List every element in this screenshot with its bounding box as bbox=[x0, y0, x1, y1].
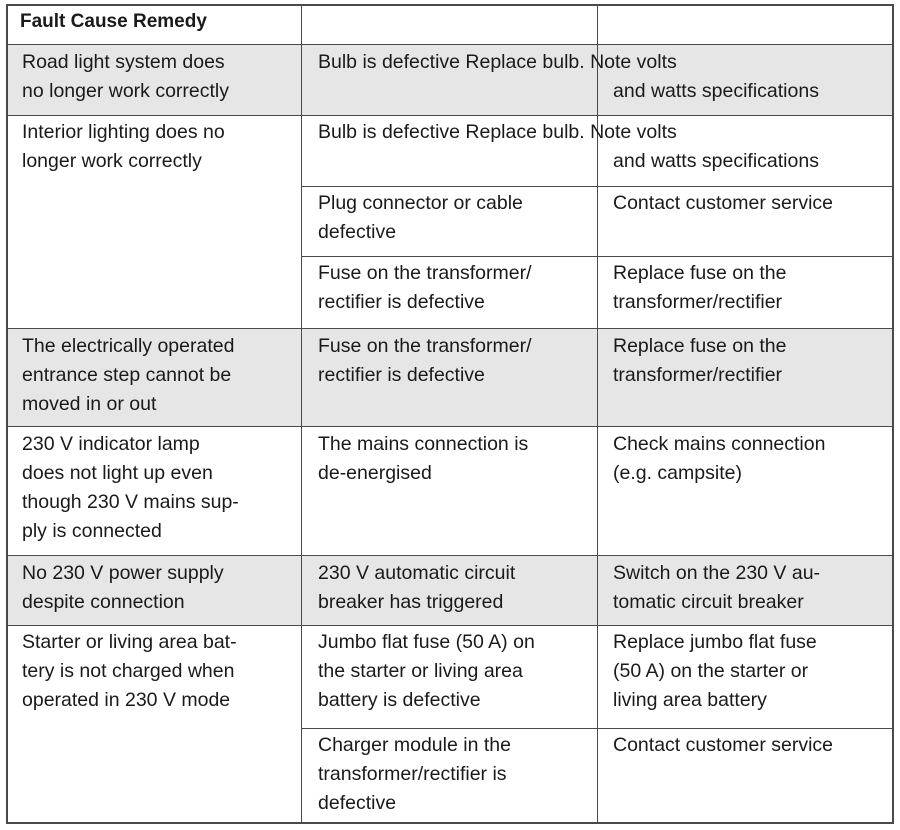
table-header: Fault Cause Remedy bbox=[20, 11, 207, 32]
cell-remedy-line: tomatic circuit breaker bbox=[613, 591, 804, 613]
row-divider bbox=[6, 115, 894, 116]
cell-cause-line: Bulb is defective Replace bulb. Note volts bbox=[318, 121, 677, 143]
cell-fault-line: The electrically operated bbox=[22, 335, 235, 357]
table-border-bottom bbox=[6, 822, 894, 824]
cell-remedy-line: (50 A) on the starter or bbox=[613, 660, 809, 682]
cell-remedy-line: (e.g. campsite) bbox=[613, 462, 742, 484]
cell-fault-line: 230 V indicator lamp bbox=[22, 433, 200, 455]
cell-fault-line: moved in or out bbox=[22, 393, 157, 415]
cell-fault-line: ply is connected bbox=[22, 520, 162, 542]
row-divider bbox=[6, 426, 894, 427]
cell-cause-line: 230 V automatic circuit bbox=[318, 562, 516, 584]
row-divider bbox=[6, 44, 894, 45]
cell-fault-line: longer work correctly bbox=[22, 150, 202, 172]
cell-cause-line: transformer/rectifier is bbox=[318, 763, 507, 785]
cell-remedy-line: Replace jumbo flat fuse bbox=[613, 631, 817, 653]
cell-fault-line: though 230 V mains sup- bbox=[22, 491, 239, 513]
cell-cause-line: Charger module in the bbox=[318, 734, 511, 756]
table-border-left bbox=[6, 4, 8, 824]
cell-fault-line: no longer work correctly bbox=[22, 80, 229, 102]
cell-remedy-line: Replace fuse on the bbox=[613, 262, 787, 284]
cell-remedy-line: Replace fuse on the bbox=[613, 335, 787, 357]
cell-fault-line: does not light up even bbox=[22, 462, 213, 484]
cell-remedy-line: transformer/rectifier bbox=[613, 291, 783, 313]
cell-cause-line: Bulb is defective Replace bulb. Note volts bbox=[318, 51, 677, 73]
row-divider bbox=[301, 728, 894, 729]
cell-remedy-line: living area battery bbox=[613, 689, 767, 711]
cell-cause-line: de-energised bbox=[318, 462, 432, 484]
cell-cause-line: defective bbox=[318, 792, 397, 814]
cell-fault-line: despite connection bbox=[22, 591, 185, 613]
cell-cause-line: rectifier is defective bbox=[318, 291, 485, 313]
cell-remedy-line: and watts specifications bbox=[613, 150, 819, 172]
row-divider bbox=[6, 555, 894, 556]
row-divider bbox=[301, 256, 894, 257]
cell-cause-line: The mains connection is bbox=[318, 433, 529, 455]
cell-cause-line: battery is defective bbox=[318, 689, 481, 711]
cell-remedy-line: and watts specifications bbox=[613, 80, 819, 102]
cell-cause-line: Plug connector or cable bbox=[318, 192, 523, 214]
cell-cause-line: the starter or living area bbox=[318, 660, 523, 682]
cell-fault-line: entrance step cannot be bbox=[22, 364, 232, 386]
cell-remedy-line: Contact customer service bbox=[613, 192, 833, 214]
column-divider bbox=[301, 4, 302, 824]
cell-remedy-line: Contact customer service bbox=[613, 734, 833, 756]
cell-cause-line: breaker has triggered bbox=[318, 591, 504, 613]
row-divider bbox=[6, 625, 894, 626]
cell-remedy-line: Switch on the 230 V au- bbox=[613, 562, 821, 584]
cell-fault-line: No 230 V power supply bbox=[22, 562, 224, 584]
cell-cause-line: Fuse on the transformer/ bbox=[318, 335, 532, 357]
cell-fault-line: Interior lighting does no bbox=[22, 121, 225, 143]
cell-cause-line: defective bbox=[318, 221, 397, 243]
cell-cause-line: rectifier is defective bbox=[318, 364, 485, 386]
fault-table bbox=[6, 4, 894, 824]
cell-cause-line: Fuse on the transformer/ bbox=[318, 262, 532, 284]
table-border-right bbox=[892, 4, 894, 824]
cell-fault-line: tery is not charged when bbox=[22, 660, 235, 682]
row-divider bbox=[6, 328, 894, 329]
cell-remedy-line: transformer/rectifier bbox=[613, 364, 783, 386]
cell-fault-line: Starter or living area bat- bbox=[22, 631, 237, 653]
table-border-top bbox=[6, 4, 894, 6]
row-divider bbox=[301, 186, 894, 187]
cell-fault-line: Road light system does bbox=[22, 51, 225, 73]
cell-fault-line: operated in 230 V mode bbox=[22, 689, 231, 711]
cell-cause-line: Jumbo flat fuse (50 A) on bbox=[318, 631, 535, 653]
cell-remedy-line: Check mains connection bbox=[613, 433, 826, 455]
